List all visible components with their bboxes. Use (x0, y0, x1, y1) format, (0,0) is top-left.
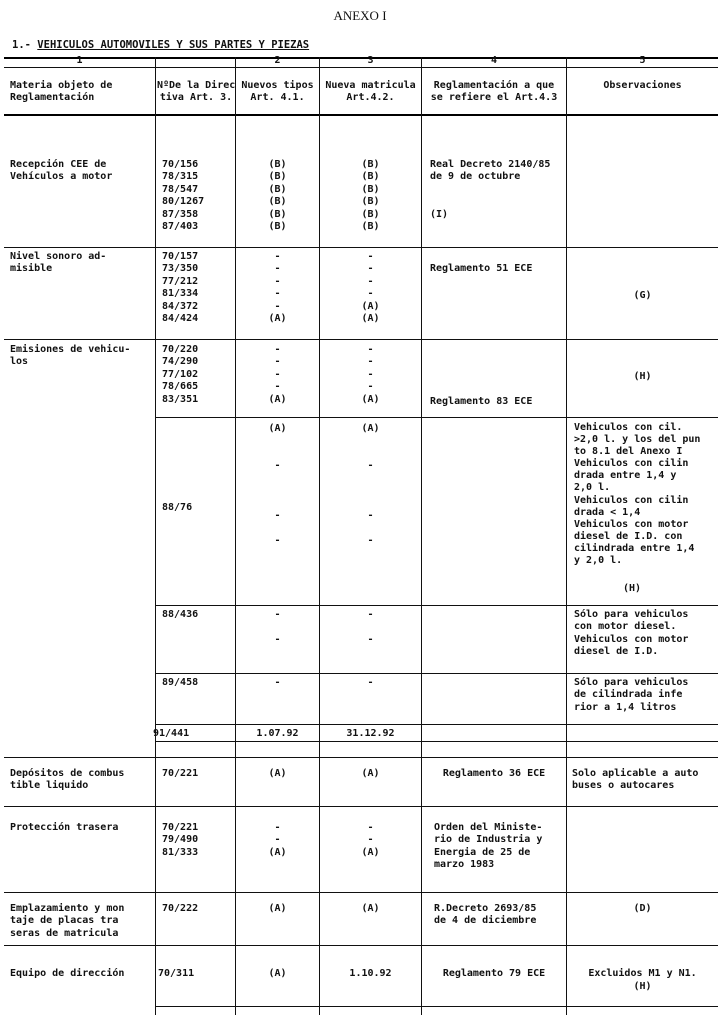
cell-nuevos-tipos: - - - - - (A) (268, 251, 287, 325)
col-divider-1 (155, 57, 156, 1015)
cell-directivas: 70/222 (162, 903, 199, 914)
header-col-4-number: 4 (490, 55, 498, 66)
header-bottom-border (4, 114, 718, 116)
row-separator (4, 806, 718, 807)
cell-observaciones-note: (H) (622, 583, 642, 594)
cell-reglamentacion: Real Decreto 2140/85 de 9 de octubre (I) (430, 159, 551, 220)
cell-nuevos-tipos: (A) (268, 768, 287, 779)
cell-nueva-matricula: - (367, 677, 374, 688)
cell-directivas: 70/221 (162, 768, 199, 779)
cell-observaciones-note: (H) (633, 981, 652, 992)
cell-nueva-matricula: - - (367, 609, 374, 645)
cell-nuevos-tipos: - - - - (A) (268, 344, 287, 405)
cell-nuevos-tipos: (A) (268, 903, 287, 914)
cell-materia: Depósitos de combus tible liquido (10, 768, 125, 792)
header-col-2-number: 2 (274, 55, 281, 66)
row-separator (155, 673, 718, 674)
row-separator (4, 339, 718, 340)
row-separator (4, 757, 718, 758)
cell-observaciones: (D) (633, 903, 652, 914)
cell-nueva-matricula: - - - - (A) (A) (361, 251, 380, 325)
row-separator (155, 1006, 718, 1007)
cell-materia: Protección trasera (10, 822, 119, 833)
cell-directivas: 88/76 (162, 502, 193, 513)
cell-nueva-matricula: (A) (361, 768, 380, 779)
cell-directivas: 88/436 (162, 609, 199, 620)
cell-reglamentacion: Orden del Ministe- rio de Industria y Energia de 25 de marzo 1983 (434, 822, 543, 871)
row-separator (4, 892, 718, 893)
row-separator (155, 417, 718, 418)
header-col-3-number: 3 (367, 55, 374, 66)
cell-reglamentacion: Reglamento 51 ECE (430, 263, 533, 275)
cell-directivas: 91/441 (153, 728, 190, 739)
section-heading (12, 39, 309, 51)
cell-observaciones: Excluidos M1 y N1. (588, 968, 697, 979)
header-col-directiva-label: NºDe la Direc tiva Art. 3. (157, 80, 236, 104)
cell-materia: Recepción CEE de Vehículos a motor (10, 159, 113, 183)
cell-nuevos-tipos: (A) - - - (268, 423, 287, 546)
cell-directivas: 70/220 74/290 77/102 78/665 83/351 (162, 344, 199, 405)
cell-directivas: 70/311 (158, 968, 195, 979)
col-divider-4 (421, 57, 422, 1015)
cell-observaciones: Sólo para vehiculos de cilindrada infe rior a 1,4 litros (574, 677, 689, 713)
header-col-5-number: 5 (639, 55, 646, 66)
cell-nueva-matricula: 1.10.92 (349, 968, 392, 979)
cell-nueva-matricula: - - (A) (361, 822, 380, 858)
cell-reglamentacion: Reglamento 79 ECE (442, 968, 546, 979)
cell-nueva-matricula: 31.12.92 (346, 728, 395, 739)
cell-nueva-matricula: (A) (361, 903, 380, 914)
cell-reglamentacion: Reglamento 36 ECE (442, 768, 546, 779)
header-col-2-label: Nuevos tipos Art. 4.1. (241, 80, 314, 104)
row-separator (4, 247, 718, 248)
row-separator (155, 724, 718, 725)
cell-directivas: 70/157 73/350 77/212 81/334 84/372 84/424 (162, 251, 199, 325)
header-col-5-label: Observaciones (603, 80, 682, 91)
cell-materia: Nivel sonoro ad- misible (10, 251, 107, 275)
header-col-3-label: Nueva matricula Art.4.2. (325, 80, 416, 104)
row-separator (4, 945, 718, 946)
cell-observaciones: Vehiculos con cil. >2,0 l. y los del pun to 8.1 del Anexo I Vehiculos con cilin drada entre 1,4 y 2,0 l. Vehiculos con cilin drada < 1,4 Vehiculos con motor diesel de I.D. con cilindrada entre 1,4 y 2,0 l. (574, 422, 701, 567)
cell-nueva-matricula: (B) (B) (B) (B) (B) (B) (361, 159, 380, 233)
cell-nuevos-tipos: (A) (268, 968, 287, 979)
cell-directivas: 89/458 (162, 677, 199, 688)
cell-directivas: 70/221 79/490 81/333 (162, 822, 199, 858)
row-separator (155, 741, 718, 742)
cell-nuevos-tipos: 1.07.92 (256, 728, 299, 739)
section-name: VEHICULOS AUTOMOVILES Y SUS PARTES Y PIEZAS (37, 39, 310, 51)
cell-nuevos-tipos: - (274, 677, 281, 688)
cell-observaciones: (H) (633, 371, 652, 382)
cell-nuevos-tipos: - - (274, 609, 281, 645)
cell-nuevos-tipos: (B) (B) (B) (B) (B) (B) (268, 159, 287, 233)
col-divider-5 (566, 57, 567, 1015)
cell-directivas: 70/156 78/315 78/547 80/1267 87/358 87/403 (162, 159, 205, 233)
section-number: 1.- (12, 39, 31, 51)
cell-reglamentacion: R.Decreto 2693/85 de 4 de diciembre (434, 903, 537, 927)
cell-reglamentacion: Reglamento 83 ECE (430, 396, 533, 407)
cell-observaciones: Sólo para vehiculos con motor diesel. Vehiculos con motor diesel de I.D. (574, 609, 689, 658)
cell-nueva-matricula: (A) - - - (361, 423, 380, 546)
page-title: ANEXO I (333, 8, 387, 23)
cell-observaciones: Solo aplicable a auto buses o autocares (572, 768, 699, 792)
cell-materia: Equipo de dirección (10, 968, 125, 979)
cell-materia: Emisiones de vehicu- los (10, 344, 131, 368)
header-col-1-label: Materia objeto de Reglamentación (10, 80, 113, 104)
row-separator (155, 605, 718, 606)
cell-nuevos-tipos: - - (A) (268, 822, 287, 858)
cell-observaciones: (G) (633, 290, 652, 301)
header-col-4-label: Reglamentación a que se refiere el Art.4.3 (430, 80, 558, 104)
cell-materia: Emplazamiento y mon taje de placas tra seras de matricula (10, 903, 125, 939)
cell-nueva-matricula: - - - - (A) (361, 344, 380, 405)
header-col-1-number: 1 (76, 55, 83, 66)
